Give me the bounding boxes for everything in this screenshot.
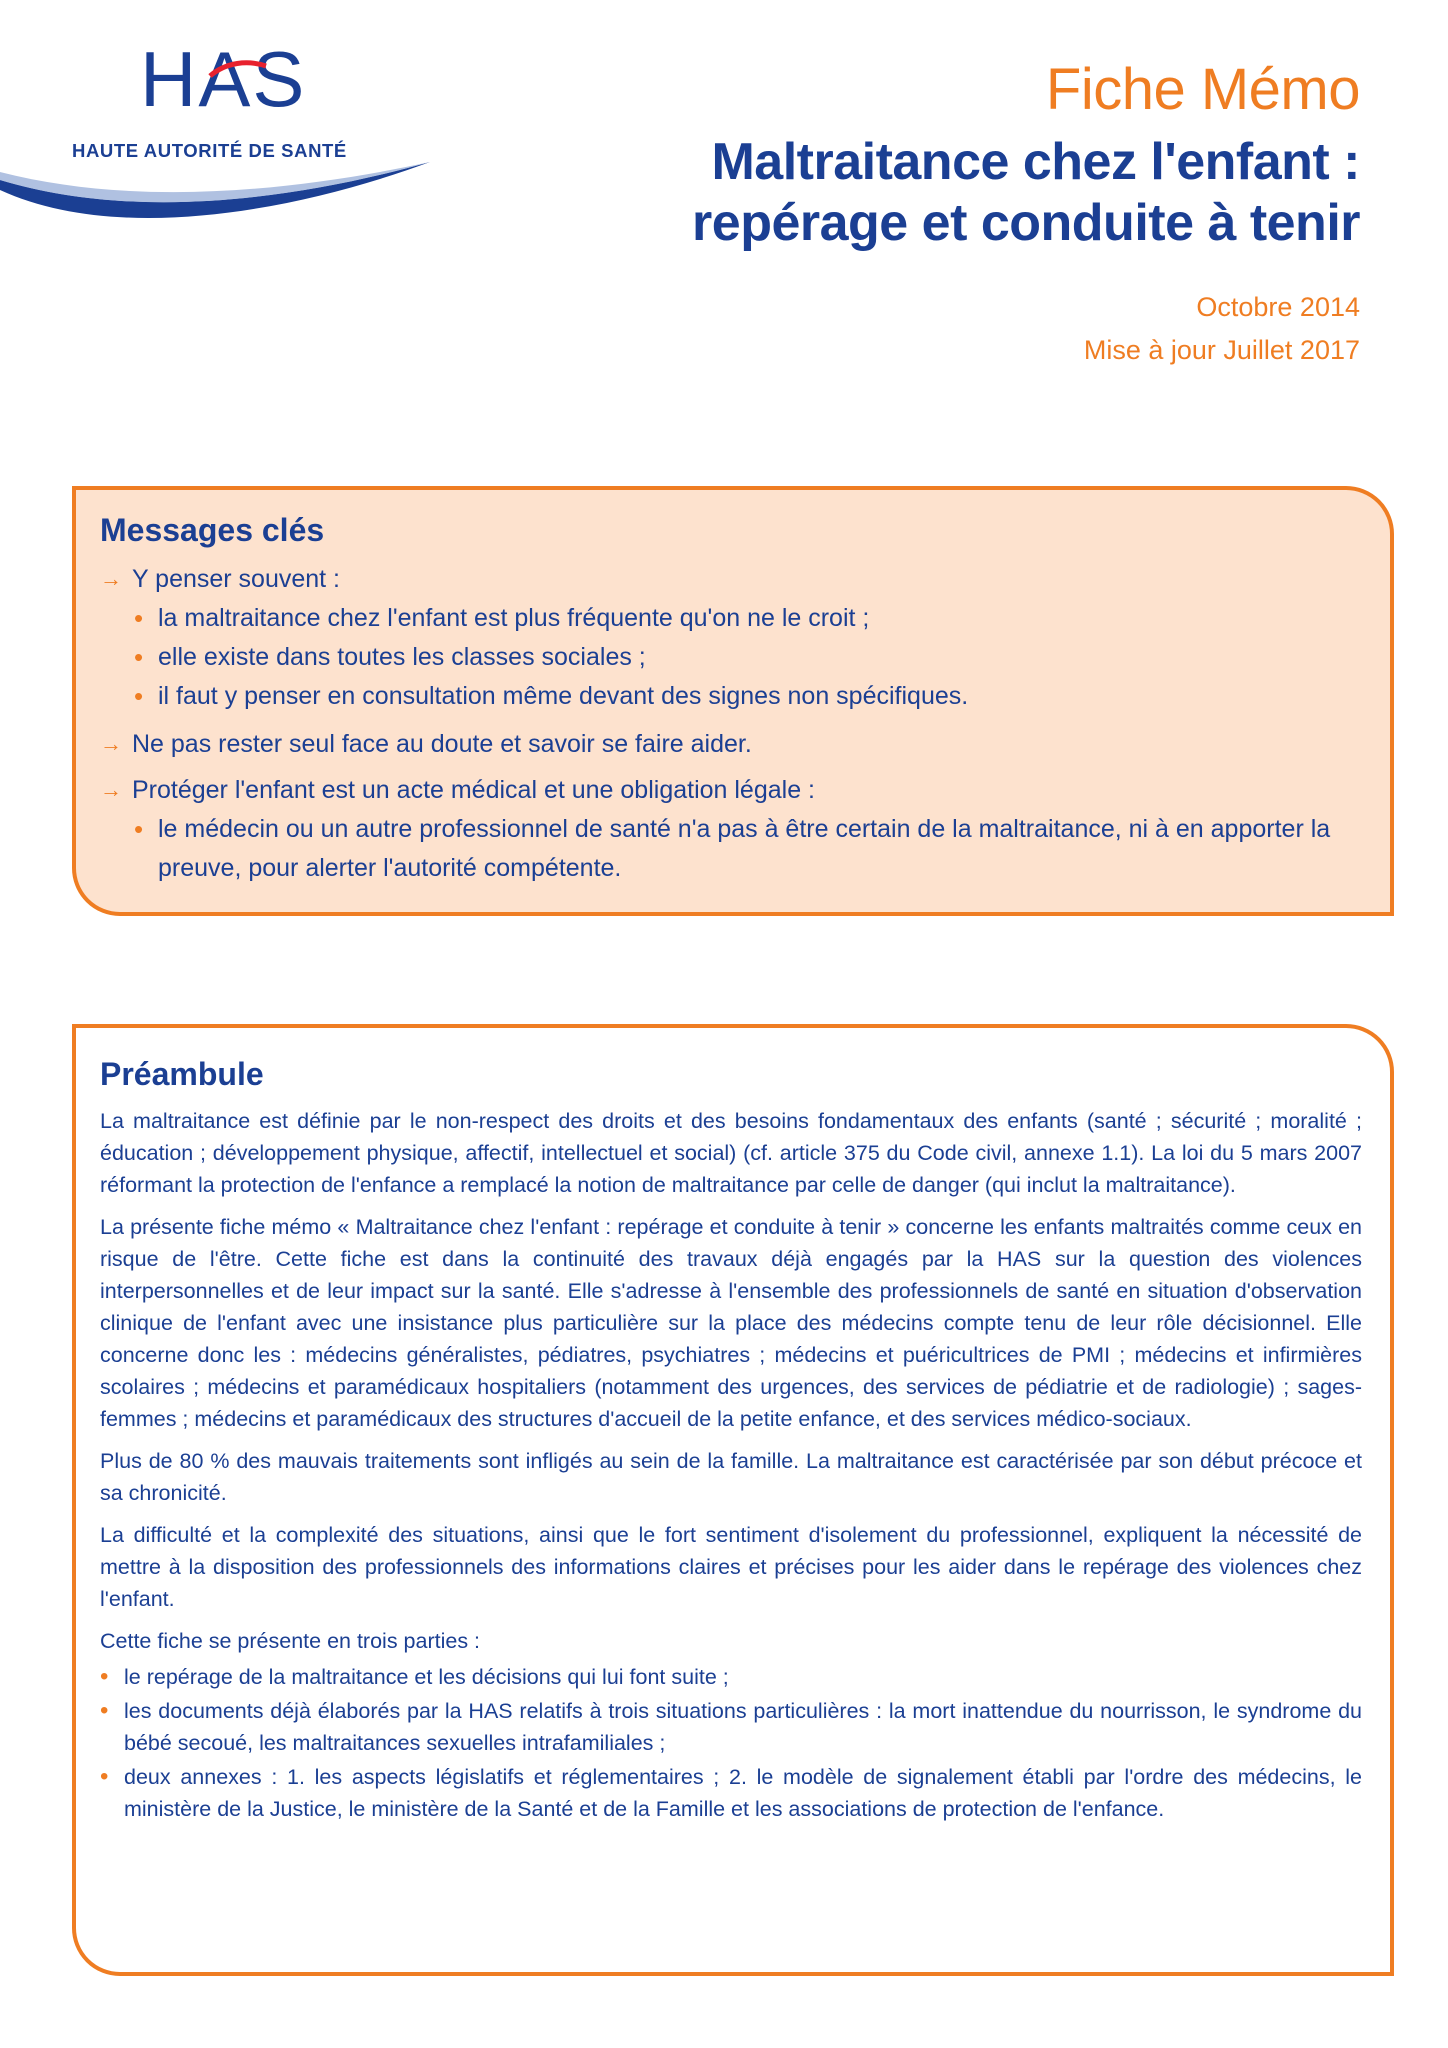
arrow-icon: → xyxy=(100,731,122,756)
bullet-icon: • xyxy=(134,814,144,844)
preamble-list-item xyxy=(100,1761,1362,1825)
preamble-title: Préambule xyxy=(100,1056,264,1092)
arrow-icon: → xyxy=(100,777,122,802)
preamble-paragraph: La présente fiche mémo « Maltraitance chez l'enfant : repérage et conduite à tenir » concerne les enfants maltraités comme ceux en risque de l'être. Cette fiche est dans la continuité des travaux déjà engagés par la HAS sur la question des violences interpersonnelles et de leur impact sur la santé. Elle s'adresse à l'ensemble des professionnels de santé en situation d'observation clinique de l'enfant avec une insistance plus particulière sur la place des médecins compte tenu de leur rôle décisionnel. Elle concerne donc les : médecins généralistes, pédiatres, psychiatres ; médecins et puéricultrices de PMI ; médecins et infirmières scolaires ; médecins et paramédicaux hospitaliers (notamment des urgences, des services de pédiatrie et de radiologie) ; sages-femmes ; médecins et paramédicaux des structures d'accueil de la petite enfance, et des services médico-sociaux. xyxy=(100,1215,1362,1431)
key-message-sublist xyxy=(132,599,1362,716)
bullet-icon: • xyxy=(100,1663,109,1690)
preamble-paragraph: La maltraitance est définie par le non-respect des droits et des besoins fondamentaux des enfants (santé ; sécurité ; moralité ; éducation ; développement physique, affectif, intellectuel et social) (cf. article 375 du Code civil, annexe 1.1). La loi du 5 mars 2007 réformant la protection de l'enfance a remplacé la notion de maltraitance par celle de danger (qui inclut la maltraitance). xyxy=(100,1109,1362,1197)
key-message-item xyxy=(100,726,1362,762)
doc-title xyxy=(692,132,1360,255)
list-item-text: le repérage de la maltraitance et les décisions qui lui font suite ; xyxy=(124,1665,729,1689)
key-messages-list xyxy=(100,561,1362,888)
doc-type: Fiche Mémo xyxy=(1045,57,1360,122)
document-header xyxy=(692,58,1360,370)
bullet-icon: • xyxy=(134,681,144,711)
key-message-text: Ne pas rester seul face au doute et savoir se faire aider. xyxy=(132,730,752,758)
key-messages-title: Messages clés xyxy=(100,512,325,548)
preamble-list-item xyxy=(100,1661,1362,1693)
doc-update: Mise à jour Juillet 2017 xyxy=(1083,335,1360,366)
list-item-text: deux annexes : 1. les aspects législatifs et réglementaires ; 2. le modèle de signalement établi par l'ordre des médecins, le ministère de la Justice, le ministère de la Santé et de la Famille et les associations de protection de l'enfance. xyxy=(124,1765,1362,1821)
key-message-subitem xyxy=(132,638,1362,677)
key-message-subitem xyxy=(132,599,1362,638)
preamble-paragraph: Cette fiche se présente en trois parties : xyxy=(100,1629,481,1653)
bullet-icon: • xyxy=(100,1697,109,1724)
logo-swoosh xyxy=(0,150,440,240)
key-message-subitem xyxy=(132,677,1362,716)
arrow-icon: → xyxy=(100,566,122,591)
subitem-text: elle existe dans toutes les classes sociales ; xyxy=(158,643,646,671)
doc-date: Octobre 2014 xyxy=(1196,291,1360,322)
subitem-text: le médecin ou un autre professionnel de santé n'a pas à être certain de la maltraitance, ni à en apporter la preuve, pour alerter l'autorité compétente. xyxy=(158,815,1331,882)
logo-subtitle: HAUTE AUTORITÉ DE SANTÉ xyxy=(72,140,347,161)
key-message-item xyxy=(100,561,1362,716)
logo-accent-icon xyxy=(208,58,268,82)
logo-name: HAS xyxy=(140,35,307,123)
bullet-icon: • xyxy=(134,642,144,672)
key-messages-box xyxy=(72,486,1394,916)
key-message-subitem xyxy=(132,810,1362,888)
key-message-text: Protéger l'enfant est un acte médical et une obligation légale : xyxy=(132,776,815,804)
preamble-list xyxy=(100,1661,1362,1825)
doc-title-line2: repérage et conduite à tenir xyxy=(692,194,1360,253)
subitem-text: la maltraitance chez l'enfant est plus fréquente qu'on ne le croit ; xyxy=(158,604,870,632)
preamble-paragraph: La difficulté et la complexité des situations, ainsi que le fort sentiment d'isolement du professionnel, expliquent la nécessité de mettre à la disposition des professionnels des informations claires et précises pour les aider dans le repérage des violences chez l'enfant. xyxy=(100,1523,1362,1611)
doc-title-line1: Maltraitance chez l'enfant : xyxy=(711,132,1360,191)
list-item-text: les documents déjà élaborés par la HAS relatifs à trois situations particulières : la mort inattendue du nourrisson, le syndrome du bébé secoué, les maltraitances sexuelles intrafamiliales ; xyxy=(124,1699,1362,1755)
bullet-icon: • xyxy=(100,1763,109,1790)
preamble-list-item xyxy=(100,1695,1362,1759)
key-message-sublist xyxy=(132,810,1362,888)
bullet-icon: • xyxy=(134,603,144,633)
preamble-box xyxy=(72,1024,1394,1976)
key-message-text: Y penser souvent : xyxy=(132,565,341,593)
preamble-paragraph: Plus de 80 % des mauvais traitements sont infligés au sein de la famille. La maltraitance est caractérisée par son début précoce et sa chronicité. xyxy=(100,1449,1362,1505)
key-message-item xyxy=(100,772,1362,888)
subitem-text: il faut y penser en consultation même devant des signes non spécifiques. xyxy=(158,682,969,710)
